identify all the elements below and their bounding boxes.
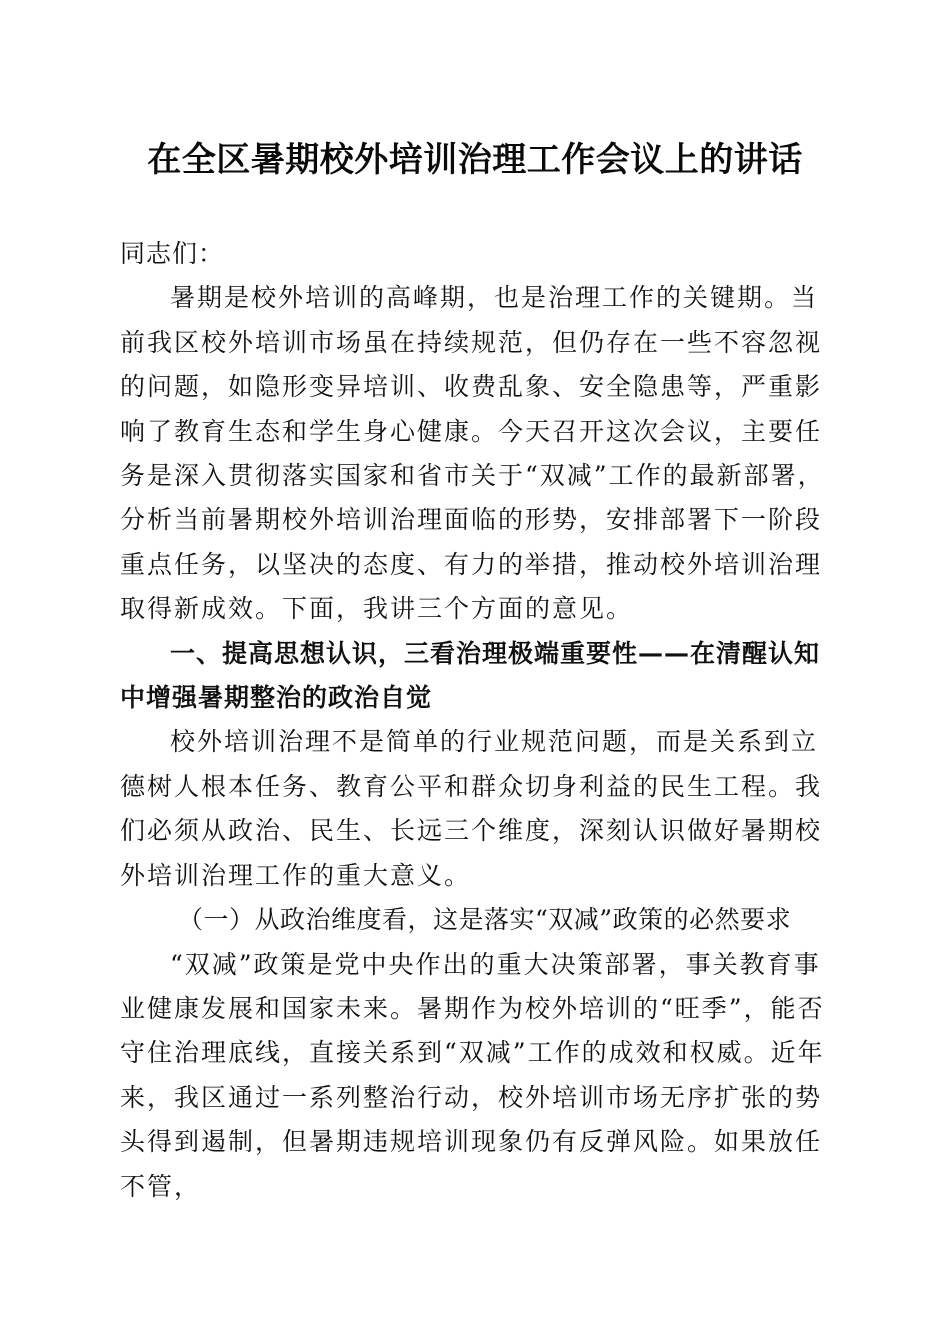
subsection-1-paragraph: “双减”政策是党中央作出的重大决策部署，事关教育事业健康发展和国家未来。暑期作为校外培训的“旺季”，能否守住治理底线，直接关系到“双减”工作的成效和权威。近年来，我区通过一系列整治行动，校外培训市场无序扩张的势头得到遏制，但暑期违规培训现象仍有反弹风险。如果放任不管，	[120, 949, 825, 1201]
document-title: 在全区暑期校外培训治理工作会议上的讲话	[147, 140, 803, 180]
intro-paragraph: 暑期是校外培训的高峰期，也是治理工作的关键期。当前我区校外培训市场虽在持续规范，但仍存在一些不容忽视的问题，如隐形变异培训、收费乱象、安全隐患等，严重影响了教育生态和学生身心健康。今天召开这次会议，主要任务是深入贯彻落实国家和省市关于“双减”工作的最新部署，分析当前暑期校外培训治理面临的形势，安排部署下一阶段重点任务，以坚决的态度、有力的举措，推动校外培训治理取得新成效。下面，我讲三个方面的意见。	[120, 283, 825, 624]
subsection-1-heading: （一）从政治维度看，这是落实“双减”政策的必然要求	[178, 905, 792, 935]
section-1-heading: 一、提高思想认识，三看治理极端重要性——在清醒认知中增强暑期整治的政治自觉	[120, 638, 821, 713]
section-1-paragraph: 校外培训治理不是简单的行业规范问题，而是关系到立德树人根本任务、教育公平和群众切身利益的民生工程。我们必须从政治、民生、长远三个维度，深刻认识做好暑期校外培训治理工作的重大意义。	[120, 727, 823, 890]
salutation: 同志们：	[120, 239, 225, 268]
document-body	[120, 232, 830, 1209]
